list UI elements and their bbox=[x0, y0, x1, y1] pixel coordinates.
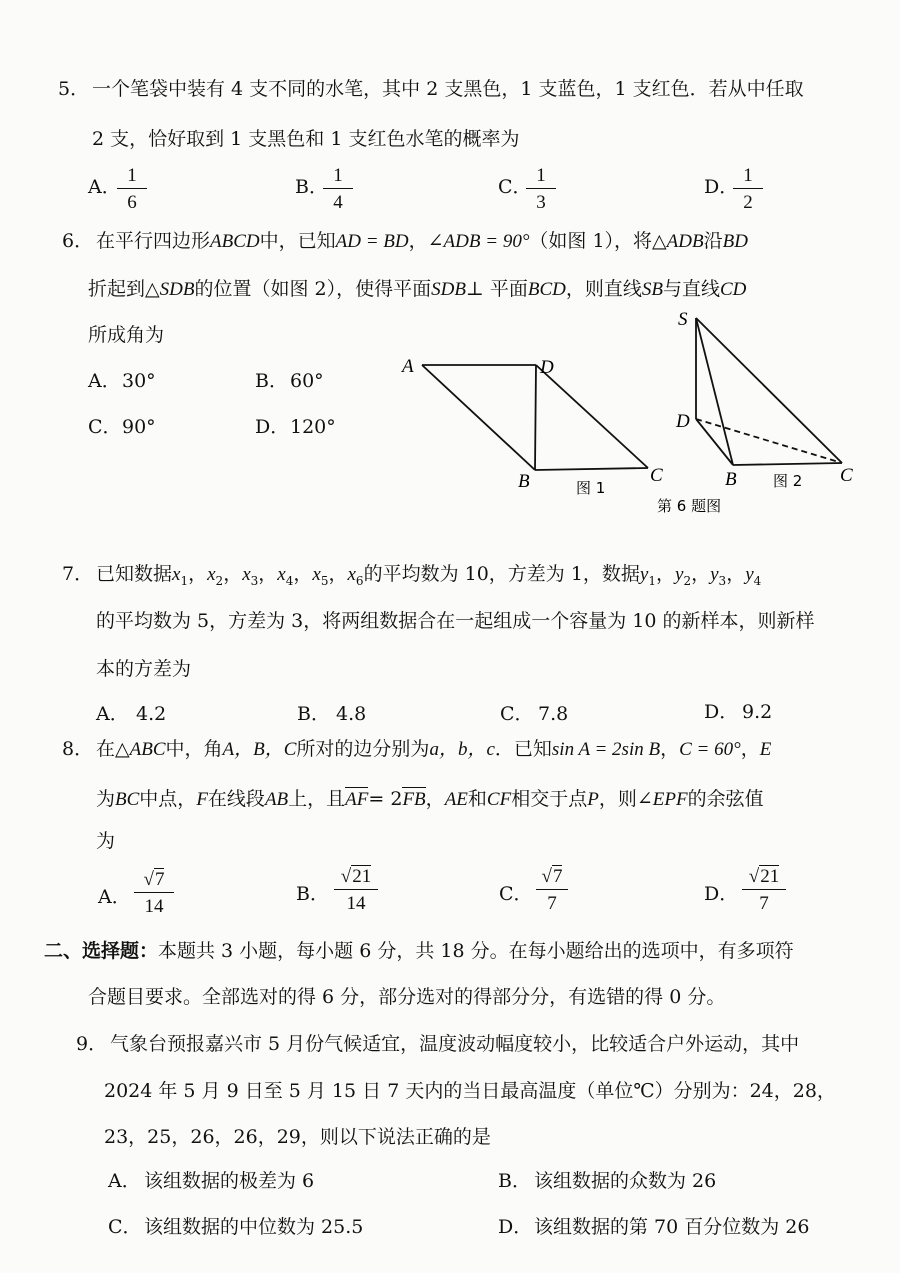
question-text: 在平行四边形ABCD中，已知AD = BD，∠ADB = 90°（如图 1），将△ADB沿BD bbox=[96, 230, 748, 252]
point-label-b: B bbox=[725, 469, 737, 490]
option-text: 该组数据的众数为 26 bbox=[534, 1170, 717, 1192]
option-label[interactable]: B． bbox=[295, 176, 328, 198]
figure-caption: 第 6 题图 bbox=[657, 497, 722, 515]
option-text: 120° bbox=[290, 416, 336, 438]
option-label[interactable]: B． bbox=[297, 703, 330, 725]
vector-fb: FB bbox=[402, 789, 426, 810]
figure-caption: 图 2 bbox=[773, 472, 803, 490]
point-label-d: D bbox=[676, 411, 690, 432]
option-text: 30° bbox=[122, 370, 156, 392]
option-label[interactable]: D． bbox=[498, 1216, 533, 1238]
option-fraction: 1 3 bbox=[526, 166, 556, 212]
point-label-c: C bbox=[840, 465, 853, 486]
question-text: 23，25，26，26，29，则以下说法正确的是 bbox=[104, 1126, 491, 1148]
question-text: 本的方差为 bbox=[96, 658, 192, 680]
question-number: 8． bbox=[62, 738, 94, 760]
question-number: 5． bbox=[58, 78, 90, 100]
option-label[interactable]: C． bbox=[498, 176, 532, 198]
option-label[interactable]: C． bbox=[499, 883, 533, 905]
question-text: 2024 年 5 月 9 日至 5 月 15 日 7 天内的当日最高温度（单位℃）分别为：24，28， bbox=[104, 1080, 836, 1102]
question-number: 6． bbox=[62, 230, 94, 252]
option-label[interactable]: C． bbox=[500, 703, 534, 725]
question-text: 所成角为 bbox=[88, 324, 165, 346]
option-label[interactable]: C． bbox=[108, 1216, 142, 1238]
option-label[interactable]: D． bbox=[704, 701, 739, 723]
option-fraction: √7 14 bbox=[134, 870, 174, 916]
option-text: 9.2 bbox=[742, 701, 773, 723]
section-title: 二、选择题：本题共 3 小题，每小题 6 分，共 18 分。在每小题给出的选项中，有多项符 bbox=[44, 940, 794, 962]
option-text: 7.8 bbox=[538, 703, 569, 725]
question-number: 7． bbox=[62, 563, 94, 585]
option-text: 该组数据的第 70 百分位数为 26 bbox=[534, 1216, 810, 1238]
option-text: 4.2 bbox=[136, 703, 167, 725]
question-text: 为BC中点，F在线段AB上，且AF= 2FB，AE和CF相交于点P，则∠EPF的余弦值 bbox=[96, 788, 764, 810]
option-label[interactable]: B． bbox=[498, 1170, 531, 1192]
question-text: 在△ABC中，角A，B，C所对的边分别为a，b，c．已知sin A = 2sin B，C = 60°，E bbox=[96, 738, 772, 760]
figure-2 bbox=[696, 318, 842, 465]
option-label[interactable]: D． bbox=[704, 883, 739, 905]
figure-1 bbox=[422, 365, 648, 470]
option-text: 该组数据的极差为 6 bbox=[144, 1170, 315, 1192]
option-label[interactable]: B． bbox=[255, 370, 288, 392]
option-fraction: 1 4 bbox=[323, 166, 353, 212]
option-label[interactable]: A． bbox=[108, 1170, 141, 1192]
point-label-c: C bbox=[650, 465, 663, 486]
question-number: 9． bbox=[76, 1033, 108, 1055]
option-text: 90° bbox=[122, 416, 156, 438]
figure-caption: 图 1 bbox=[576, 479, 606, 497]
question-6-figure bbox=[0, 0, 900, 530]
option-label[interactable]: D． bbox=[704, 176, 739, 198]
option-text: 60° bbox=[290, 370, 324, 392]
option-fraction: √7 7 bbox=[536, 867, 568, 913]
question-text: 的平均数为 5，方差为 3，将两组数据合在一起组成一个容量为 10 的新样本，则新样 bbox=[96, 610, 815, 632]
point-label-s: S bbox=[678, 309, 688, 330]
question-text: 一个笔袋中装有 4 支不同的水笔，其中 2 支黑色，1 支蓝色，1 支红色．若从中任取 bbox=[92, 78, 804, 100]
option-label[interactable]: B． bbox=[296, 883, 329, 905]
question-text: 已知数据$x_1$，$x_2$，$x_3$，$x_4$，$x_5$，$x_6$的平均数为 10，方差为 1，数据$y_1$，$y_2$，$y_3$，$y_4$ bbox=[96, 563, 762, 588]
vector-af: AF bbox=[345, 789, 369, 810]
option-label[interactable]: C． bbox=[88, 416, 122, 438]
option-fraction: √21 14 bbox=[334, 867, 378, 913]
option-fraction: 1 2 bbox=[733, 166, 763, 212]
question-text: 为 bbox=[96, 830, 116, 852]
section-instructions: 合题目要求。全部选对的得 6 分，部分选对的得部分分，有选错的得 0 分。 bbox=[88, 986, 726, 1008]
option-label[interactable]: A． bbox=[98, 886, 131, 908]
option-text: 该组数据的中位数为 25.5 bbox=[144, 1216, 364, 1238]
option-label[interactable]: A． bbox=[88, 176, 121, 198]
point-label-b: B bbox=[518, 471, 530, 492]
option-fraction: 1 6 bbox=[117, 166, 147, 212]
option-label[interactable]: A． bbox=[88, 370, 121, 392]
option-fraction: √21 7 bbox=[742, 867, 786, 913]
question-text: 2 支，恰好取到 1 支黑色和 1 支红色水笔的概率为 bbox=[92, 128, 520, 150]
point-label-d: D bbox=[540, 357, 554, 378]
point-label-a: A bbox=[402, 356, 414, 377]
option-label[interactable]: A． bbox=[96, 703, 129, 725]
option-text: 4.8 bbox=[336, 703, 367, 725]
question-text: 折起到△SDB的位置（如图 2），使得平面SDB⊥ 平面BCD，则直线SB与直线CD bbox=[88, 278, 747, 300]
option-label[interactable]: D． bbox=[255, 416, 290, 438]
question-text: 气象台预报嘉兴市 5 月份气候适宜，温度波动幅度较小，比较适合户外运动，其中 bbox=[110, 1033, 800, 1055]
